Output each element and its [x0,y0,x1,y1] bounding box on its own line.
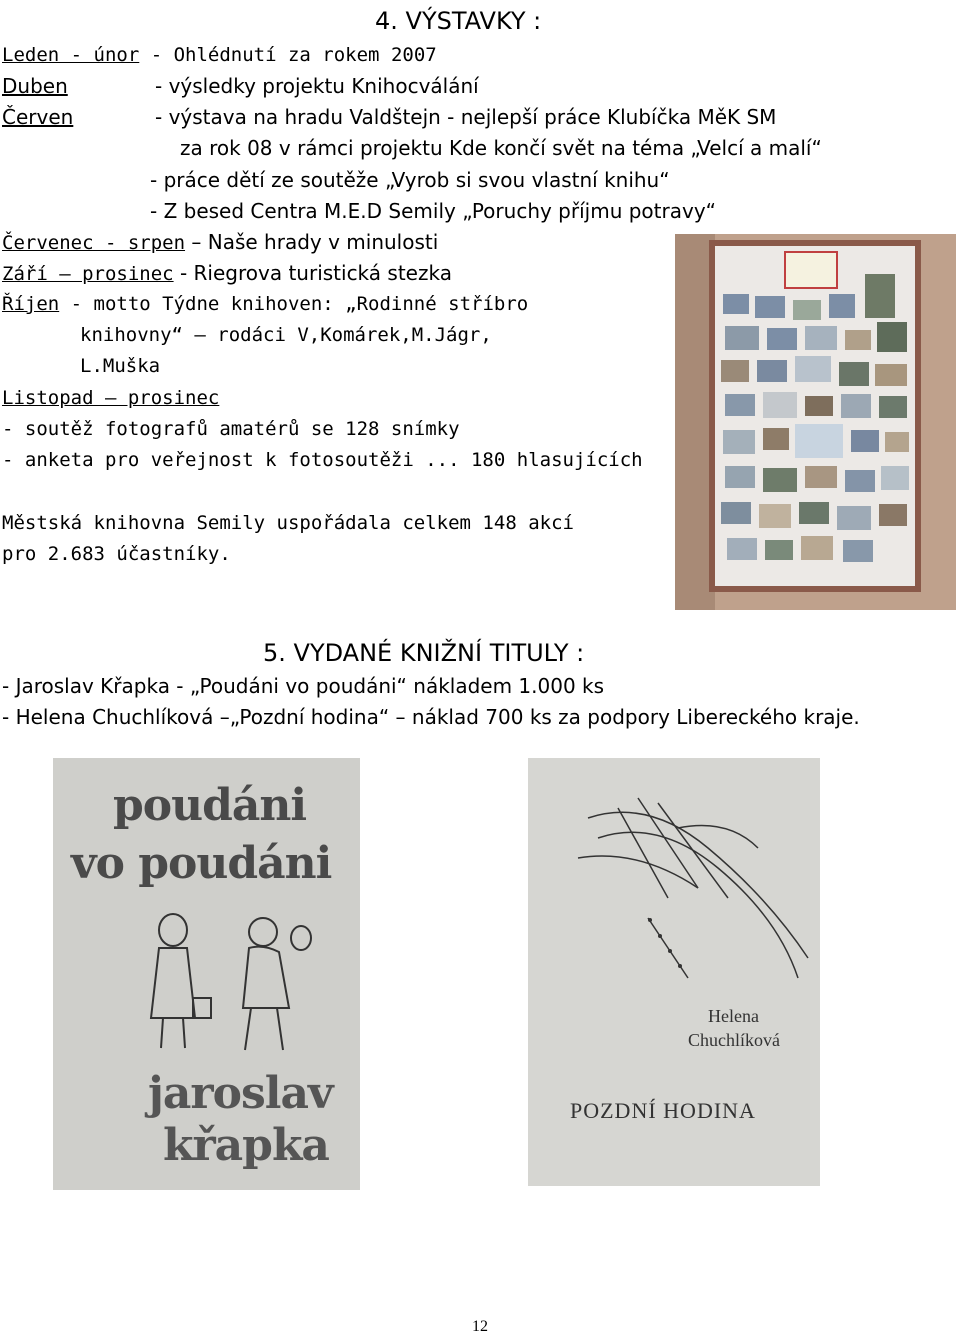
row-cerven [2,104,73,130]
label-cervenec: Červenec - srpen [2,232,186,254]
text-anketa: - anketa pro veřejnost k fotosoutěži ... 180 hlasujících [2,449,643,471]
cover1-author-line2: křapka [163,1120,329,1171]
row-cervenec [2,229,438,256]
text-cerven-cont: za rok 08 v rámci projektu Kde končí svět na téma „Velcí a malí“ [180,136,822,160]
text-soutez: - soutěž fotografů amatérů se 128 snímky [2,418,460,440]
text-summary2: pro 2.683 účastníky. [2,543,231,565]
cover2-author-line1: Helena [708,1006,759,1026]
book-cover-poudani [53,758,360,1190]
section4-heading: 4. VÝSTAVKY : [375,7,542,35]
exhibition-board-drawing [675,234,956,610]
row-zari [2,260,452,287]
text-zari: - Riegrova turistická stezka [173,261,452,285]
text-rijen: - motto Týdne knihoven: „Rodinné stříbro [59,293,529,315]
row-listopad [2,385,219,411]
text-rijen-cont1: knihovny“ – rodáci V,Komárek,M.Jágr, [80,324,492,346]
label-leden: Leden - únor [2,44,140,66]
label-duben: Duben [2,74,68,98]
label-listopad: Listopad – prosinec [2,387,220,409]
label-zari: Září – prosinec [2,263,174,285]
cover1-illustration [123,908,323,1058]
text-prace: - práce dětí ze soutěže „Vyrob si svou vlastní knihu“ [150,168,670,192]
row-rijen [2,291,528,317]
cover1-title-line2: vo poudáni [71,838,332,889]
book-item-2: - Helena Chuchlíková –„Pozdní hodina“ – náklad 700 ks za podpory Libereckého kraje. [2,705,860,729]
text-besed: - Z besed Centra M.E.D Semily „Poruchy příjmu potravy“ [150,199,717,223]
text-cerven: - výstava na hradu Valdštejn - nejlepší práce Klubíčka MěK SM [155,105,777,129]
label-cerven: Červen [2,105,74,129]
exhibition-photo [675,234,956,610]
page-number: 12 [472,1318,488,1335]
text-rijen-cont2: L.Muška [80,355,161,377]
label-rijen: Říjen [2,293,60,315]
cover2-author-line2: Chuchlíková [688,1030,780,1050]
book-cover-pozdni-hodina [528,758,820,1186]
cover2-illustration [528,758,820,998]
text-duben: - výsledky projektu Knihocválání [155,74,479,98]
cover1-author-line1: jaroslav [148,1068,333,1119]
text-leden: - Ohlédnutí za rokem 2007 [139,44,437,66]
book-item-1: - Jaroslav Křapka - „Poudáni vo poudáni“ nákladem 1.000 ks [2,674,605,698]
section5-heading: 5. VYDANÉ KNIŽNÍ TITULY : [263,639,585,667]
row-duben [2,73,68,99]
row-leden [2,42,437,68]
text-cervenec: – Naše hrady v minulosti [185,230,439,254]
cover2-title: POZDNÍ HODINA [570,1098,756,1123]
cover1-title-line1: poudáni [113,780,307,831]
text-summary1: Městská knihovna Semily uspořádala celkem 148 akcí [2,512,574,534]
